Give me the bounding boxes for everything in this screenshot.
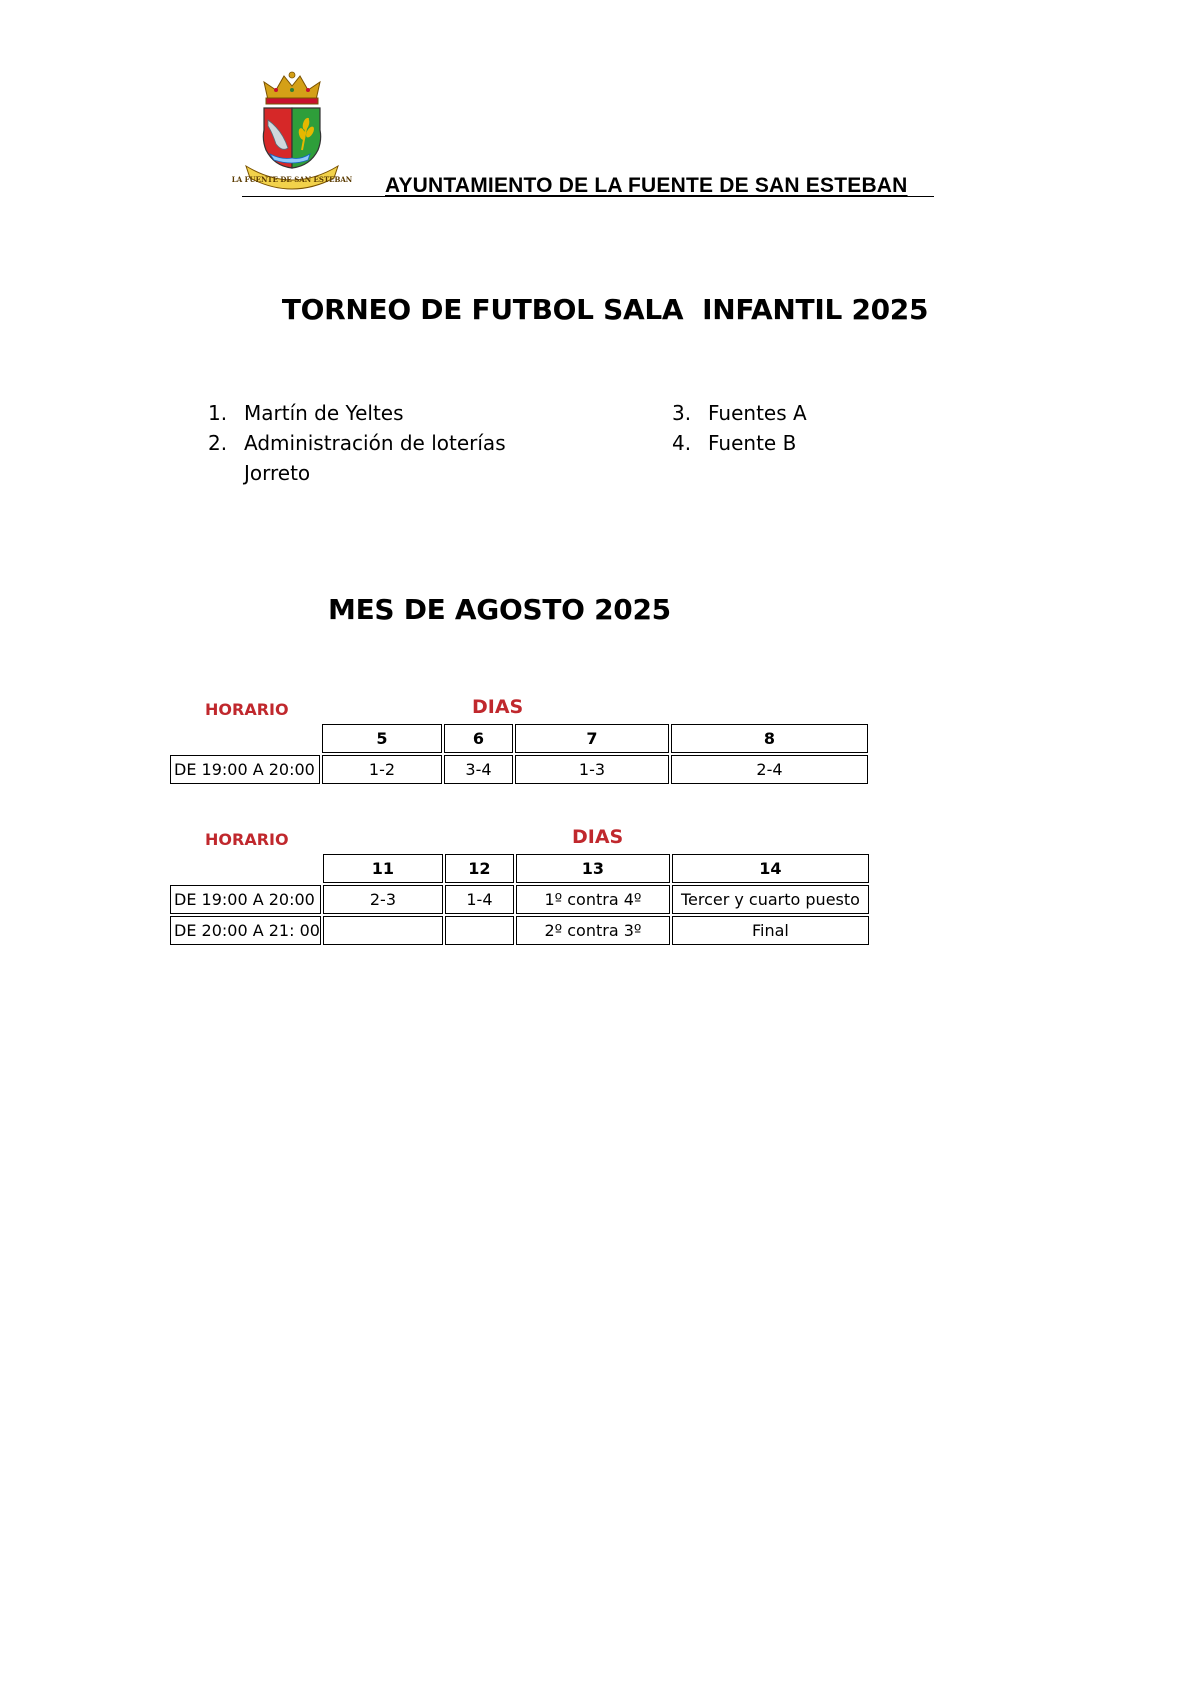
team-item xyxy=(208,398,518,428)
team-list-right xyxy=(672,398,922,458)
day-header: 11 xyxy=(323,854,443,883)
match-cell: Final xyxy=(672,916,869,945)
time-slot-cell: DE 20:00 A 21: 00 xyxy=(170,916,321,945)
team-number: 3. xyxy=(672,401,692,425)
match-cell xyxy=(323,916,443,945)
match-cell: 3-4 xyxy=(444,755,513,784)
day-header: 8 xyxy=(671,724,868,753)
team-name: Administración de loterías Jorreto xyxy=(244,431,506,485)
table-row xyxy=(170,885,869,914)
day-header: 12 xyxy=(445,854,514,883)
match-cell: 1º contra 4º xyxy=(516,885,670,914)
document-header xyxy=(231,70,934,198)
match-cell xyxy=(445,916,514,945)
team-item xyxy=(208,428,518,488)
dias-label: DIAS xyxy=(472,696,524,718)
day-header: 14 xyxy=(672,854,869,883)
schedule-table-week-2 xyxy=(168,852,871,947)
match-cell: 2-3 xyxy=(323,885,443,914)
match-cell: 2º contra 3º xyxy=(516,916,670,945)
match-cell: 2-4 xyxy=(671,755,868,784)
municipal-coat-of-arms-icon xyxy=(231,70,353,194)
schedule-table-week-1 xyxy=(168,722,870,786)
team-name: Martín de Yeltes xyxy=(244,401,404,425)
header-divider xyxy=(242,196,934,197)
horario-label: HORARIO xyxy=(205,830,289,849)
empty-corner-cell xyxy=(170,854,321,883)
table-header-row xyxy=(170,854,869,883)
table-row xyxy=(170,755,868,784)
day-header: 7 xyxy=(515,724,669,753)
team-name: Fuentes A xyxy=(708,401,807,425)
day-header: 5 xyxy=(322,724,442,753)
team-number: 2. xyxy=(208,431,228,455)
time-slot-cell: DE 19:00 A 20:00 xyxy=(170,885,321,914)
team-item xyxy=(672,428,922,458)
table-header-row xyxy=(170,724,868,753)
match-cell: Tercer y cuarto puesto xyxy=(672,885,869,914)
team-number: 4. xyxy=(672,431,692,455)
organization-name: AYUNTAMIENTO DE LA FUENTE DE SAN ESTEBAN xyxy=(385,174,908,197)
match-cell: 1-3 xyxy=(515,755,669,784)
empty-corner-cell xyxy=(170,724,320,753)
month-title: MES DE AGOSTO 2025 xyxy=(328,593,671,626)
day-header: 6 xyxy=(444,724,513,753)
match-cell: 1-2 xyxy=(322,755,442,784)
time-slot-cell: DE 19:00 A 20:00 xyxy=(170,755,320,784)
day-header: 13 xyxy=(516,854,670,883)
dias-label: DIAS xyxy=(572,826,624,848)
page-title: TORNEO DE FUTBOL SALA INFANTIL 2025 xyxy=(281,293,929,326)
team-list-left xyxy=(208,398,518,488)
horario-label: HORARIO xyxy=(205,700,289,719)
team-name: Fuente B xyxy=(708,431,797,455)
match-cell: 1-4 xyxy=(445,885,514,914)
table-row xyxy=(170,916,869,945)
svg-text:LA FUENTE DE SAN ESTEBAN: LA FUENTE DE SAN ESTEBAN xyxy=(231,175,353,184)
team-number: 1. xyxy=(208,401,228,425)
team-item xyxy=(672,398,922,428)
